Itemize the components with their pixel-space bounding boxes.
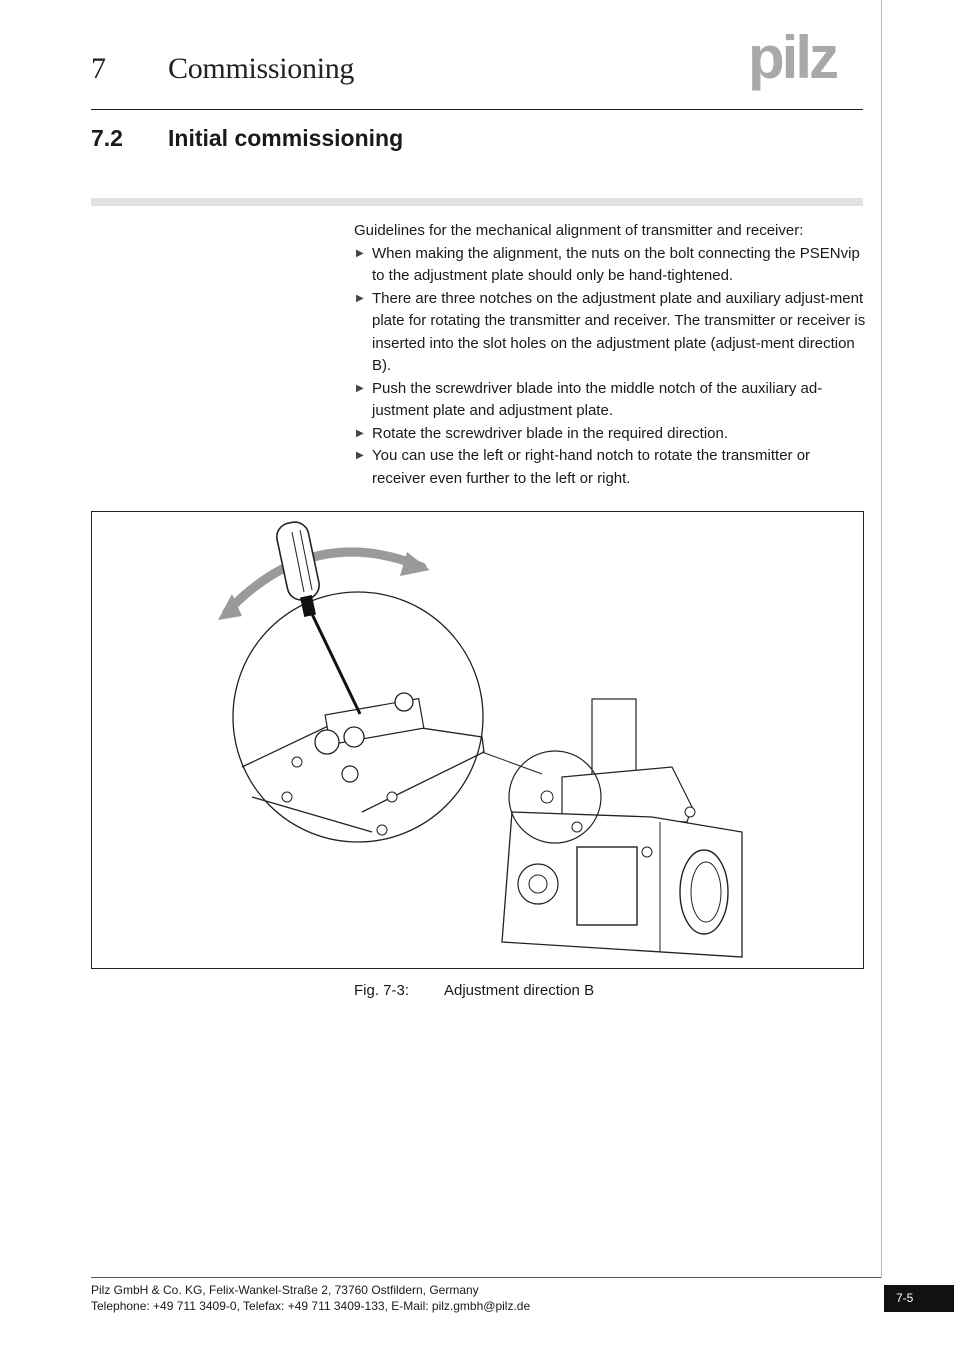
figure-label: Fig. 7-3: [354,982,410,999]
intro-paragraph: Guidelines for the mechanical alignment of transmitter and receiver: [354,222,804,239]
chapter-title: Commissioning [168,52,355,85]
rotation-arrowhead-right [400,552,430,576]
footer-contact: Telephone: +49 711 3409-0, Telefax: +49 711 3409-133, E-Mail: pilz.gmbh@pilz.de [91,1299,531,1313]
figure-adjustment-illustration [91,511,864,969]
adjustment-drawing [92,512,863,968]
header-rule [91,109,863,110]
right-margin-rule [881,0,882,1278]
list-item: ▶ You can use the left or right-hand notch to rotate the transmitter or receiver even further to the left or right. [356,447,811,487]
psenvip-device [502,699,742,957]
logo-text: pilz [748,28,836,91]
detail-leader-line [482,752,542,774]
list-item: ▶ When making the alignment, the nuts on the bolt connecting the PSENvip to the adjustment plate should only be hand-tightened. [356,244,860,284]
section-divider-bar [91,198,863,206]
pilz-logo [748,28,864,94]
page-number: 7-5 [884,1285,954,1312]
list-item: ▶ Rotate the screwdriver blade in the required direction. [354,423,866,446]
list-item: ▶ There are three notches on the adjustment plate and auxiliary adjust-ment plate for rotating the transmitter and receiver. The transmitter or receiver is inserted into the slot holes on the adjustment plate (adjust-ment direction B). [356,289,866,374]
footer-address: Pilz GmbH & Co. KG, Felix-Wankel-Straße 2, 73760 Ostfildern, Germany [91,1283,479,1297]
list-item: ▶ Push the screwdriver blade into the middle notch of the auxiliary ad-justment plate and adjustment plate. [356,379,823,419]
triangle-right-icon: ▶ [356,450,364,461]
guideline-list [354,243,866,491]
chapter-number: 7 [91,52,106,85]
triangle-right-icon: ▶ [356,247,364,259]
section-title: Initial commissioning [168,125,404,151]
footer-rule [91,1277,881,1278]
figure-caption: Adjustment direction B [444,982,595,999]
triangle-right-icon: ▶ [356,427,364,439]
triangle-right-icon: ▶ [356,382,364,394]
body-text [354,220,866,490]
section-number: 7.2 [91,125,123,151]
triangle-right-icon: ▶ [356,292,364,304]
